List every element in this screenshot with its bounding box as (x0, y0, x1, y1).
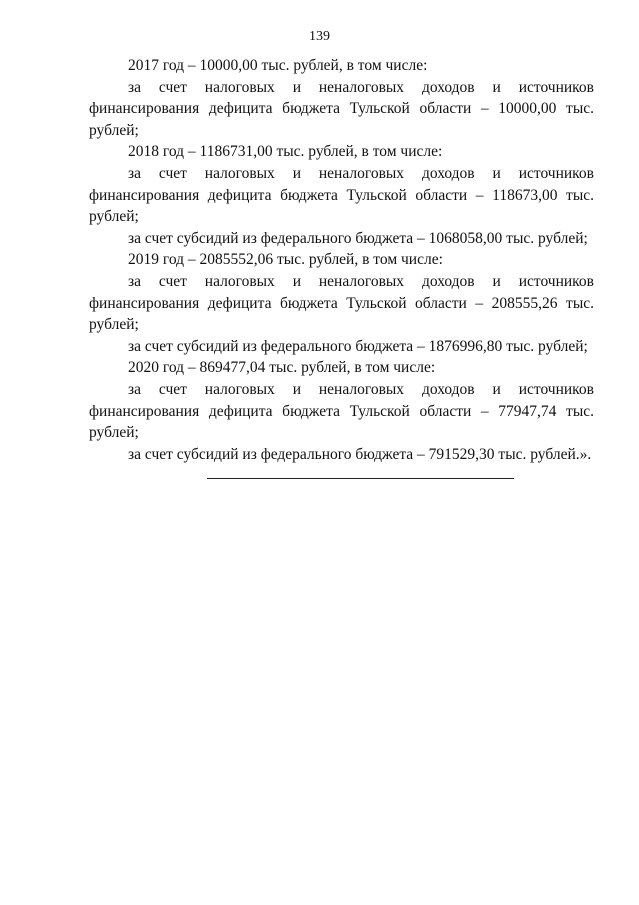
paragraph-2019-federal: за счет субсидий из федерального бюджета – 1876996,80 тыс. рублей; (128, 337, 588, 355)
paragraph-2017-regional: за счет налоговых и неналоговых доходов и источников финансирования дефицита бюджета Тульской области – 10000,00 тыс. рублей; (89, 78, 594, 139)
paragraph-2020-federal: за счет субсидий из федерального бюджета – 791529,30 тыс. рублей.». (128, 445, 592, 463)
paragraph-2020-regional: за счет налоговых и неналоговых доходов и источников финансирования дефицита бюджета Тульской области – 77947,74 тыс. рублей; (89, 380, 594, 442)
body-text (89, 55, 594, 465)
paragraph-2019-regional: за счет налоговых и неналоговых доходов и источников финансирования дефицита бюджета Тульской области – 208555,26 тыс. рублей; (89, 272, 594, 334)
paragraph-2018-federal: за счет субсидий из федерального бюджета – 1068058,00 тыс. рублей; (128, 229, 588, 247)
end-divider-line (207, 478, 514, 479)
paragraph-2017-total: 2017 год – 10000,00 тыс. рублей, в том числе: (128, 57, 428, 74)
paragraph-2020-total: 2020 год – 869477,04 тыс. рублей, в том числе: (128, 359, 436, 377)
page-number: 139 (309, 29, 330, 44)
paragraph-2019-total: 2019 год – 2085552,06 тыс. рублей, в том числе: (128, 251, 443, 269)
paragraph-2018-total: 2018 год – 1186731,00 тыс. рублей, в том числе: (128, 143, 443, 161)
paragraph-2018-regional: за счет налоговых и неналоговых доходов и источников финансирования дефицита бюджета Тульской области – 118673,00 тыс. рублей; (89, 164, 594, 226)
